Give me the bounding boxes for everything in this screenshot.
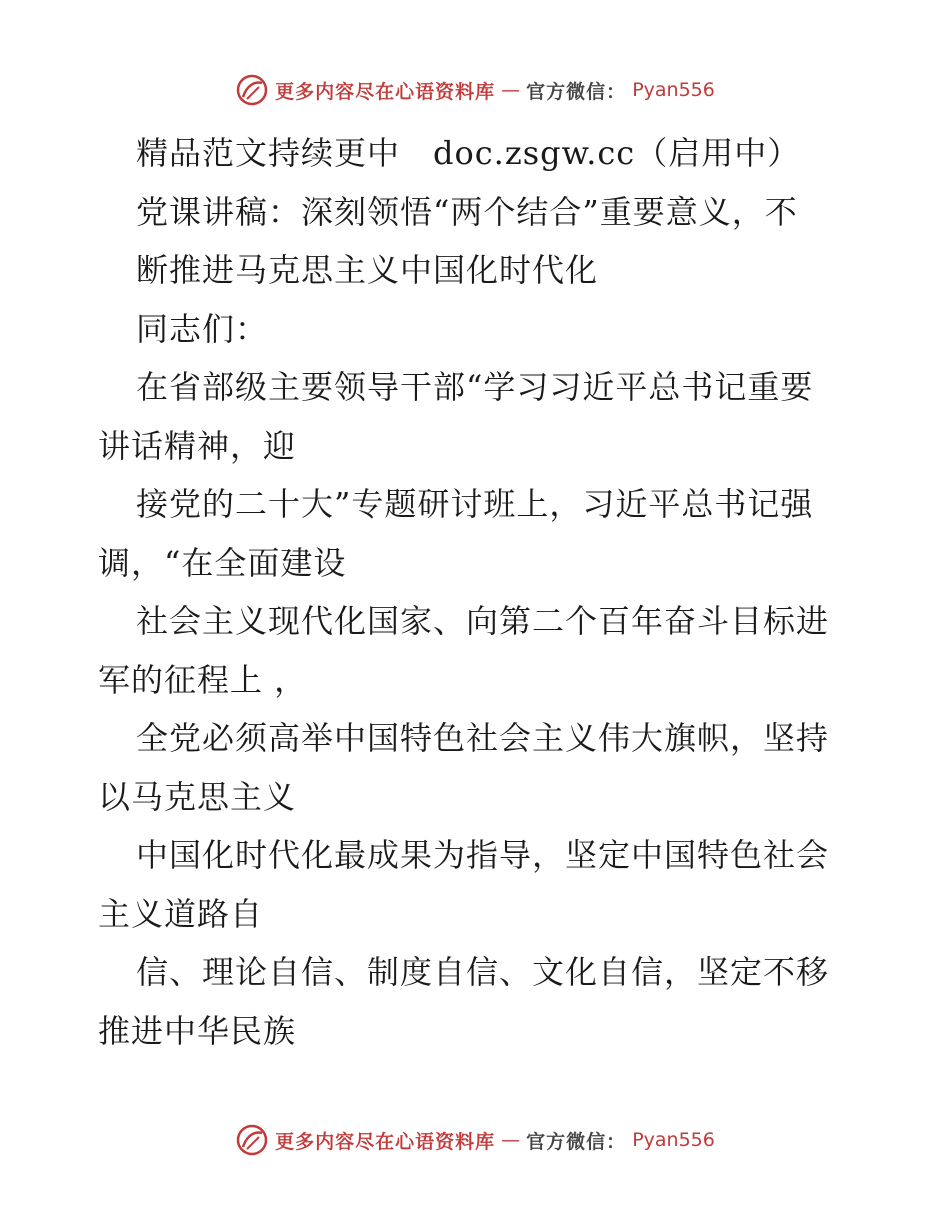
banner-dash: — xyxy=(501,1129,521,1151)
doc-line: 信、理论自信、制度自信、文化自信，坚定不移 xyxy=(136,953,830,991)
doc-line: 主义道路自 xyxy=(98,894,264,933)
doc-line: 同志们： xyxy=(136,309,269,348)
brand-logo-icon xyxy=(235,1123,269,1157)
doc-line: 在省部级主要领导干部“学习习近平总书记重要 xyxy=(136,368,814,406)
document-body xyxy=(98,124,858,1060)
banner-wechat-id: Pyan556 xyxy=(632,79,715,101)
doc-line: 全党必须高举中国特色社会主义伟大旗帜，坚持 xyxy=(136,719,830,757)
doc-line: 中国化时代化最成果为指导，坚定中国特色社会 xyxy=(136,836,830,874)
doc-title-line: 断推进马克思主义中国化时代化 xyxy=(136,251,599,289)
footer-banner xyxy=(0,1120,950,1160)
banner-wechat-label: 官方微信： xyxy=(526,1130,627,1153)
header-banner xyxy=(0,70,950,110)
doc-line: 精品范文持续更中 doc.zsgw.cc（启用中） xyxy=(136,134,801,172)
doc-line: 以马克思主义 xyxy=(98,777,297,816)
banner-dash: — xyxy=(501,79,521,101)
doc-title-line: 党课讲稿：深刻领悟“两个结合”重要意义，不 xyxy=(136,192,798,231)
doc-line: 讲话精神，迎 xyxy=(98,426,297,465)
doc-line: 推进中华民族 xyxy=(98,1011,297,1050)
banner-site-text: 更多内容尽在心语资料库 xyxy=(275,80,496,103)
banner-wechat-id: Pyan556 xyxy=(632,1129,715,1151)
banner-site-text: 更多内容尽在心语资料库 xyxy=(275,1130,496,1153)
doc-line: 接党的二十大”专题研讨班上，习近平总书记强 xyxy=(136,485,814,523)
doc-line: 军的征程上 ， xyxy=(98,660,308,699)
banner-wechat-label: 官方微信： xyxy=(526,80,627,103)
doc-line: 调，“在全面建设 xyxy=(98,543,347,582)
doc-line: 社会主义现代化国家、向第二个百年奋斗目标进 xyxy=(136,602,830,640)
brand-logo-icon xyxy=(235,73,269,107)
